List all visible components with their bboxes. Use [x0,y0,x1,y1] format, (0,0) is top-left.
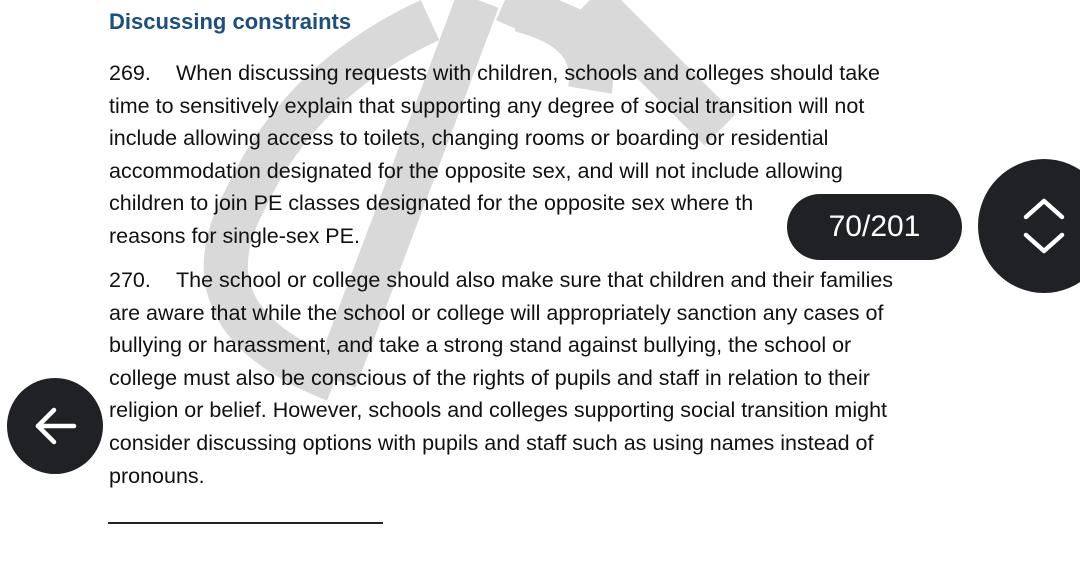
paragraph-line: are aware that while the school or college will appropriately sanction any cases of [109,300,884,325]
page-navigation-button[interactable] [978,159,1080,293]
paragraph-number: 269. [109,61,151,85]
back-button[interactable] [7,378,103,474]
paragraph-line: pronouns. [109,463,205,488]
chevron-down-icon[interactable] [1026,235,1062,251]
page-indicator: 70/201 [787,194,962,260]
paragraph-number: 270. [109,268,151,292]
paragraph-line: bullying or harassment, and take a strong stand against bullying, the school or [109,333,852,358]
paragraph-line: accommodation designated for the opposite sex, and will not include allowing [109,158,843,183]
chevron-up-icon[interactable] [1026,201,1062,217]
paragraph-line: time to sensitively explain that supporting any degree of social transition will not [109,93,865,118]
paragraph-line: consider discussing options with pupils and staff such as using names instead of [109,430,874,455]
section-heading: Discussing constraints [109,9,352,34]
footnote-separator [108,522,383,524]
arrow-left-icon [32,403,78,449]
paragraph-270 [109,264,959,492]
paragraph-line: 269. When discussing requests with children, schools and colleges should take [109,57,959,90]
paragraph-line: include allowing access to toilets, changing rooms or boarding or residential [109,126,829,151]
paragraph-line: college must also be conscious of the rights of pupils and staff in relation to their [109,365,870,390]
paragraph-line: reasons for single-sex PE. [109,223,360,248]
paragraph-line: children to join PE classes designated for the opposite sex where th [109,191,754,216]
paragraph-line: religion or belief. However, schools and colleges supporting social transition might [109,398,887,423]
paragraph-line: 270. The school or college should also make sure that children and their families [109,264,959,297]
